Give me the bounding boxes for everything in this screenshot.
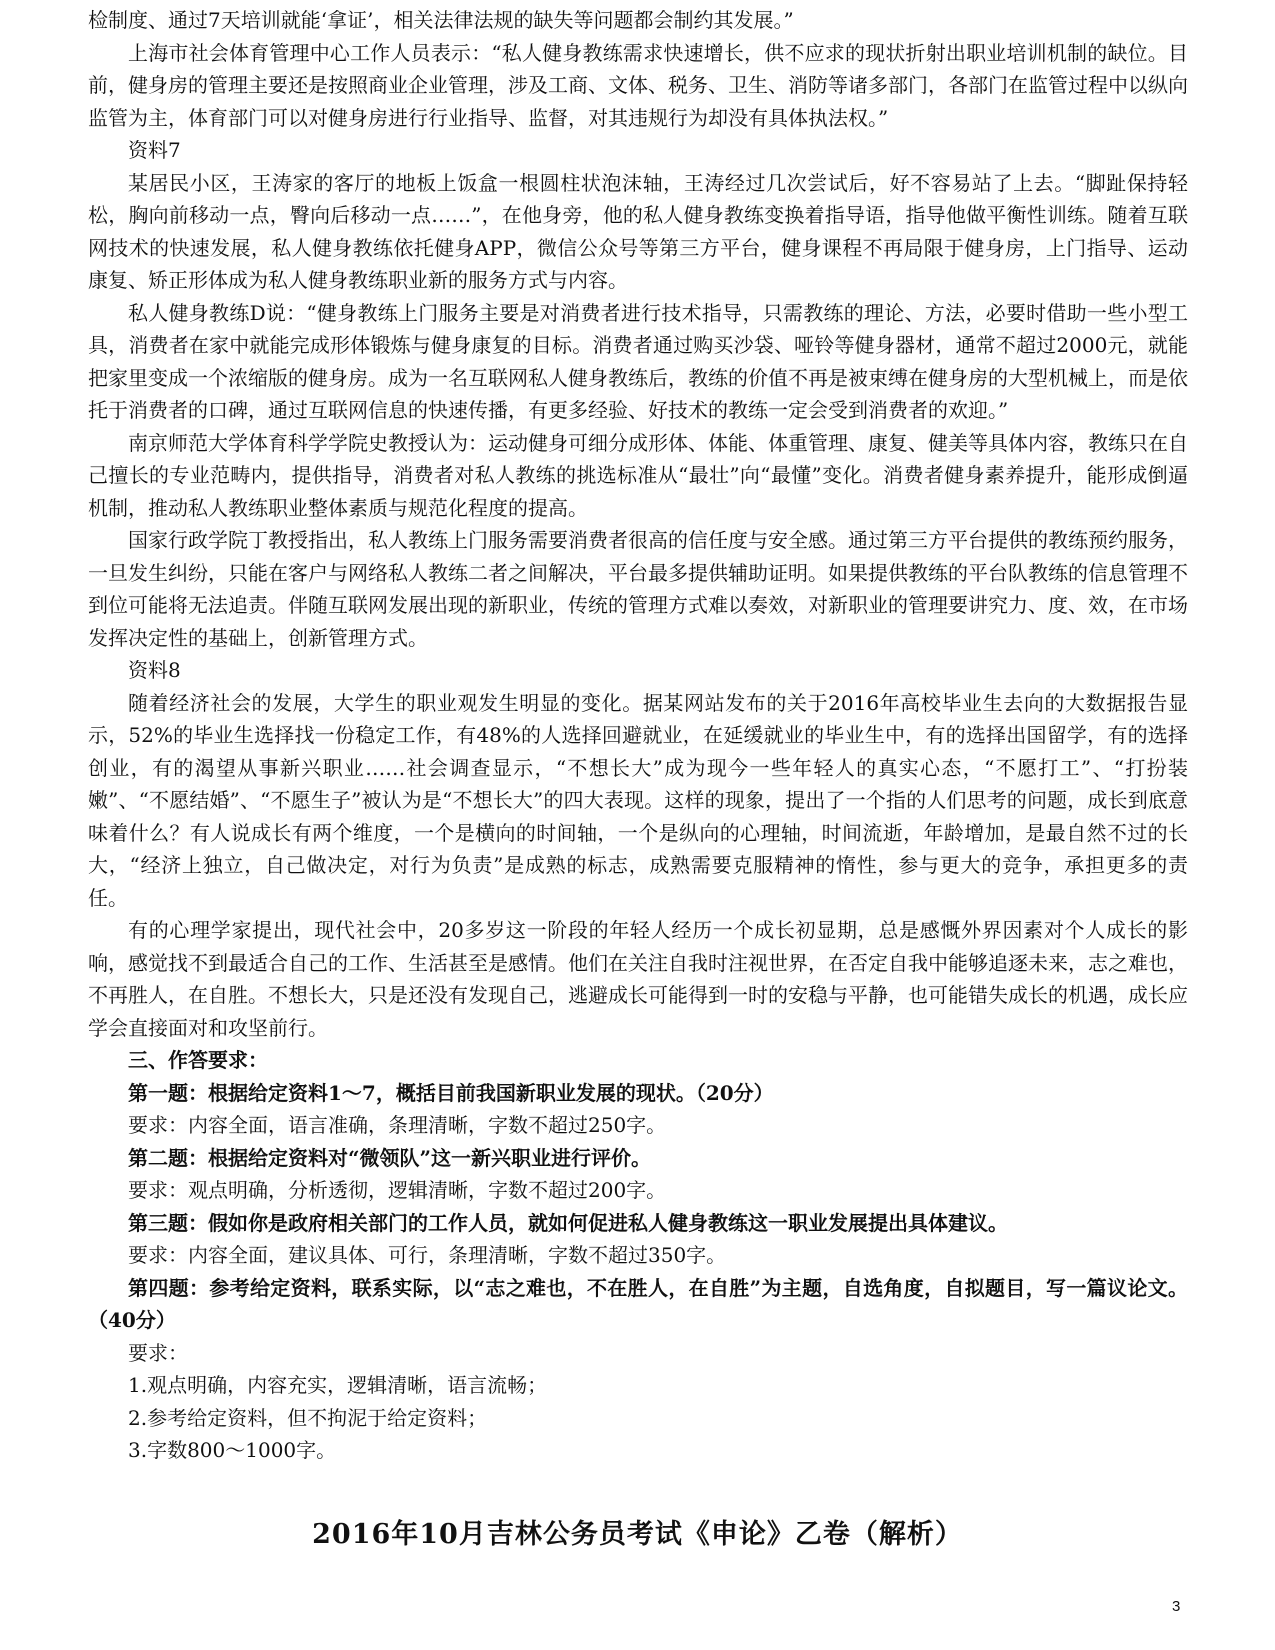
paragraph-trainer-d: 私人健身教练D说：“健身教练上门服务主要是对消费者进行技术指导，只需教练的理论、方法，必要时借助一些小型工具，消费者在家中就能完成形体锻炼与健身康复的目标。消费者通过购买沙袋、哑铃等健身器材，通常不超过2000元，就能把家里变成一个浓缩版的健身房。成为一名互联网私人健身教练后，教练的价值不再是被束缚在健身房的大型机械上，而是依托于消费者的口碑，通过互联网信息的快速传播，有更多经验、好技术的教练一定会受到消费者的欢迎。”: [88, 300, 1188, 422]
page-number: 3: [1172, 1598, 1181, 1615]
section-title: 2016年10月吉林公务员考试《申论》乙卷（解析）: [312, 1519, 963, 1550]
paragraph-professor-shi: 南京师范大学体育科学学院史教授认为：运动健身可细分成形体、体能、体重管理、康复、健美等具体内容，教练只在自己擅长的专业范畴内，提供指导，消费者对私人教练的挑选标准从“最壮”向“最懂”变化。消费者健身素养提升，能形成倒逼机制，推动私人教练职业整体素质与规范化程度的提高。: [88, 430, 1188, 520]
paragraph-wang-tao: 某居民小区，王涛家的客厅的地板上饭盒一根圆柱状泡沫轴，王涛经过几次尝试后，好不容易站了上去。“脚趾保持轻松，胸向前移动一点，臀向后移动一点……”，在他身旁，他的私人健身教练变换着指导语，指导他做平衡性训练。随着互联网技术的快速发展，私人健身教练依托健身APP，微信公众号等第三方平台，健身课程不再局限于健身房，上门指导、运动康复、矫正形体成为私人健身教练职业新的服务方式与内容。: [88, 170, 1188, 292]
answer-requirements-heading: 三、作答要求：: [128, 1048, 268, 1072]
question-1-requirement: 要求：内容全面，语言准确，条理清晰，字数不超过250字。: [128, 1113, 667, 1137]
paragraph-continuation: 检制度、通过7天培训就能‘拿证’，相关法律法规的缺失等问题都会制约其发展。”: [88, 8, 794, 32]
question-4: 第四题：参考给定资料，联系实际，以“志之难也，不在胜人，在自胜”为主题，自选角度，自拟题目，写一篇议论文。（40分）: [88, 1275, 1188, 1332]
question-4-requirement-label: 要求：: [128, 1340, 188, 1365]
paragraph-shanghai-sports-center: 上海市社会体育管理中心工作人员表示：“私人健身教练需求快速增长，供不应求的现状折射出职业培训机制的缺位。目前，健身房的管理主要还是按照商业企业管理，涉及工商、文体、税务、卫生、消防等诸多部门，各部门在监管过程中以纵向监管为主，体育部门可以对健身房进行行业指导、监督，对其违规行为却没有具体执法权。”: [88, 40, 1188, 130]
material-7-heading: 资料7: [128, 138, 181, 162]
question-1: 第一题：根据给定资料1～7，概括目前我国新职业发展的现状。（20分）: [128, 1080, 774, 1105]
document-body: [88, 4, 1188, 1467]
question-3-requirement: 要求：内容全面，建议具体、可行，条理清晰，字数不超过350字。: [128, 1243, 727, 1267]
paragraph-psychologist: 有的心理学家提出，现代社会中，20多岁这一阶段的年轻人经历一个成长初显期，总是感慨外界因素对个人成长的影响，感觉找不到最适合自己的工作、生活甚至是感情。他们在关注自我时注视世界，在否定自我中能够追逐未来，志之难也，不再胜人，在自胜。不想长大，只是还没有发现自己，逃避成长可能得到一时的安稳与平静，也可能错失成长的机遇，成长应学会直接面对和攻坚前行。: [88, 918, 1188, 1040]
question-2-requirement: 要求：观点明确，分析透彻，逻辑清晰，字数不超过200字。: [128, 1178, 667, 1202]
question-4-requirement-1: 1.观点明确，内容充实，逻辑清晰，语言流畅；: [128, 1373, 548, 1397]
question-4-requirement-3: 3.字数800～1000字。: [128, 1438, 337, 1462]
question-4-requirement-2: 2.参考给定资料，但不拘泥于给定资料；: [128, 1405, 488, 1430]
question-3: 第三题：假如你是政府相关部门的工作人员，就如何促进私人健身教练这一职业发展提出具体建议。: [128, 1210, 1008, 1235]
paragraph-graduates-survey: 随着经济社会的发展，大学生的职业观发生明显的变化。据某网站发布的关于2016年高校毕业生去向的大数据报告显示，52%的毕业生选择找一份稳定工作，有48%的人选择回避就业，在延缓就业的毕业生中，有的选择出国留学，有的选择创业，有的渴望从事新兴职业……社会调查显示，“不想长大”成为现今一些年轻人的真实心态，“不愿打工”、“打扮装嫩”、“不愿结婚”、“不愿生子”被认为是“不想长大”的四大表现。这样的现象，提出了一个指的人们思考的问题，成长到底意味着什么？有人说成长有两个维度，一个是横向的时间轴，一个是纵向的心理轴，时间流逝，年龄增加，是最自然不过的长大，“经济上独立，自己做决定，对行为负责”是成熟的标志，成熟需要克服精神的惰性，参与更大的竞争，承担更多的责任。: [88, 690, 1188, 910]
paragraph-professor-ding: 国家行政学院丁教授指出，私人教练上门服务需要消费者很高的信任度与安全感。通过第三方平台提供的教练预约服务，一旦发生纠纷，只能在客户与网络私人教练二者之间解决，平台最多提供辅助证明。如果提供教练的平台队教练的信息管理不到位可能将无法追责。伴随互联网发展出现的新职业，传统的管理方式难以奏效，对新职业的管理要讲究力、度、效，在市场发挥决定性的基础上，创新管理方式。: [88, 528, 1188, 650]
material-8-heading: 资料8: [128, 658, 181, 682]
question-2: 第二题：根据给定资料对“微领队”这一新兴职业进行评价。: [128, 1145, 652, 1170]
